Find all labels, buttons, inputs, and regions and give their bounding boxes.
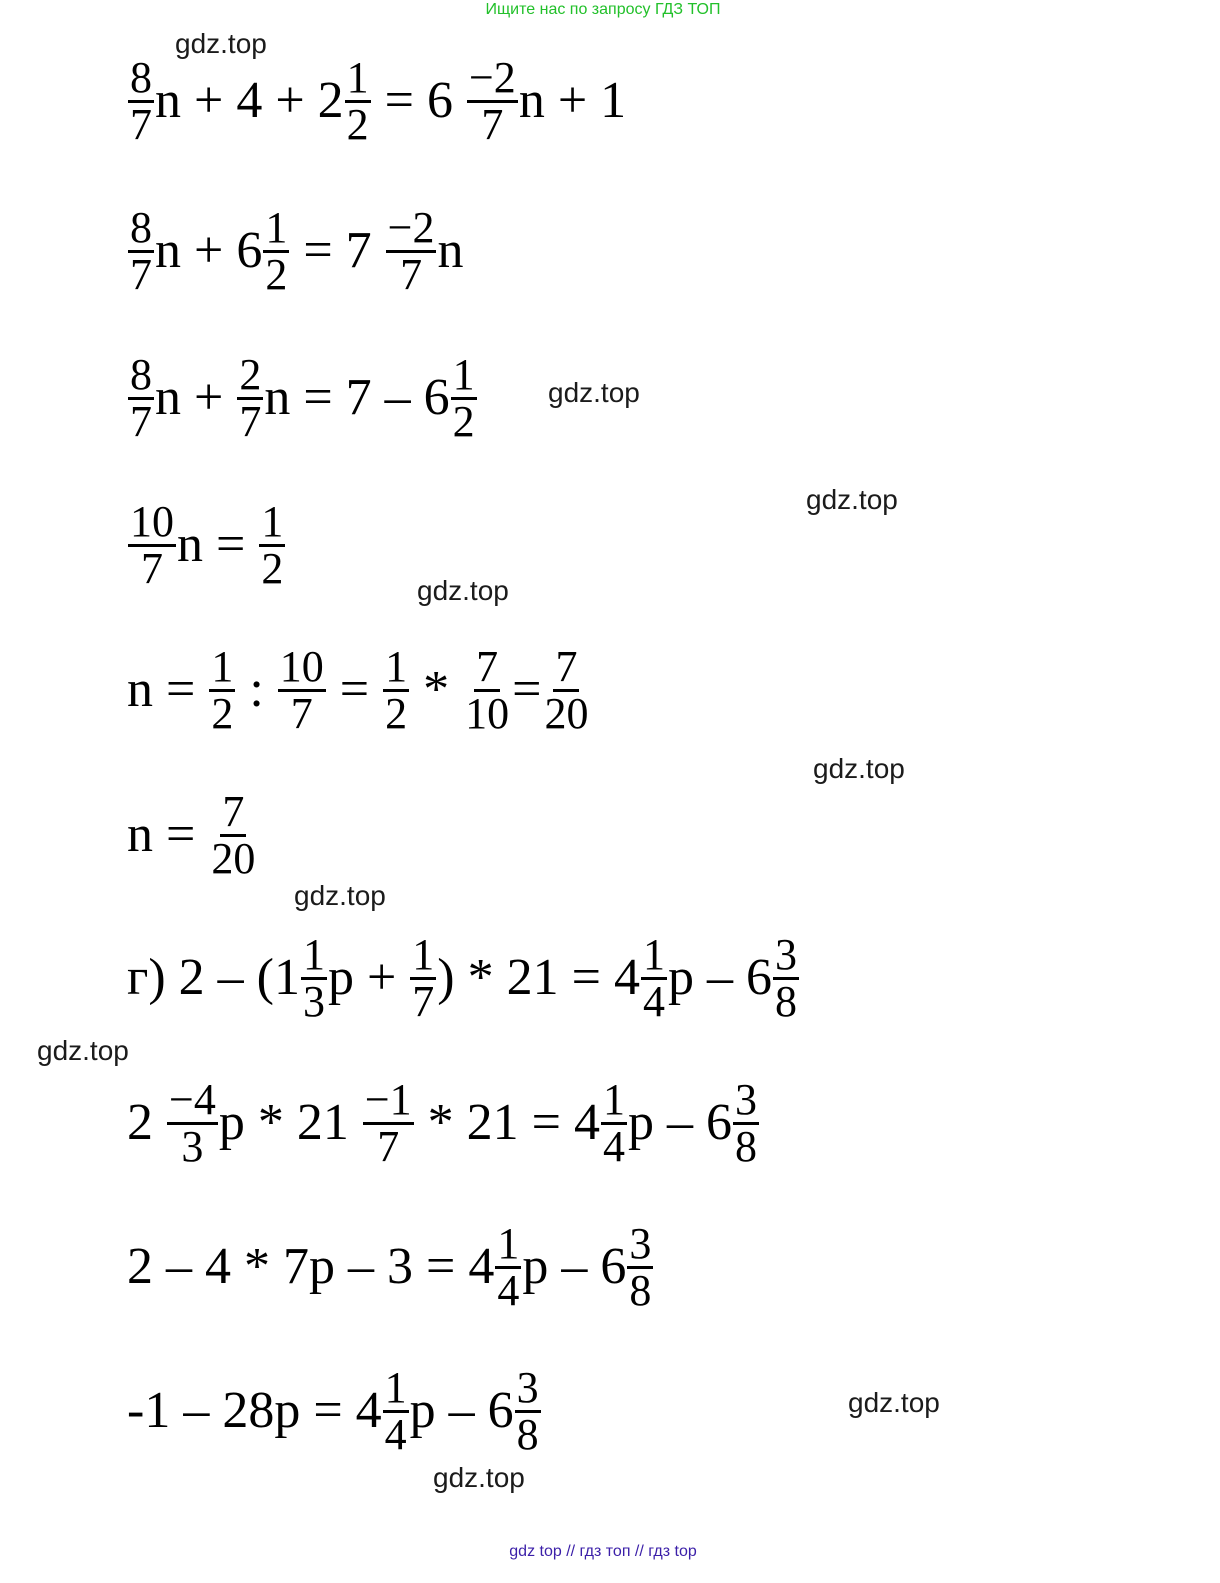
fraction (515, 1362, 541, 1459)
denominator: 8 (629, 1265, 652, 1315)
equation-line (127, 490, 286, 600)
math-text: n + 4 + 2 (155, 72, 344, 129)
fraction (259, 496, 285, 593)
fraction (601, 1074, 627, 1171)
watermark: gdz.top (548, 377, 640, 408)
equation-line (127, 635, 591, 745)
denominator: 2 (211, 688, 234, 738)
math-text: p * 21 (218, 1094, 362, 1151)
footer-links[interactable]: gdz top // гдз топ // гдз top (509, 1543, 697, 1560)
denominator: 3 (302, 976, 325, 1026)
fraction (495, 1218, 521, 1315)
fraction (301, 929, 327, 1026)
fraction (386, 202, 437, 299)
math-text: n = 7 – 6 (264, 369, 450, 426)
numerator: 1 (385, 641, 408, 691)
math-text: : (236, 661, 277, 718)
math-text: n + (155, 369, 237, 426)
watermark: gdz.top (848, 1387, 940, 1418)
fraction (410, 929, 436, 1026)
denominator: 20 (544, 688, 589, 738)
denominator: 7 (377, 1121, 400, 1171)
denominator: 7 (400, 249, 423, 299)
fraction (128, 349, 154, 446)
denominator: 7 (239, 396, 262, 446)
equation-line (127, 1356, 542, 1466)
equation-line (127, 343, 478, 453)
numerator: 1 (452, 349, 475, 399)
denominator: 3 (181, 1121, 204, 1171)
watermark: gdz.top (175, 28, 267, 59)
watermark: gdz.top (813, 753, 905, 784)
equation-line (127, 1068, 760, 1178)
denominator: 7 (412, 976, 435, 1026)
math-text: = (512, 661, 542, 718)
numerator: 1 (302, 929, 325, 979)
denominator: 8 (734, 1121, 757, 1171)
denominator: 7 (130, 249, 152, 299)
denominator: 7 (130, 396, 152, 446)
denominator: 2 (346, 99, 369, 149)
math-text: n + 6 (155, 222, 263, 279)
math-text: * 21 = 4 (414, 1094, 600, 1151)
numerator: 1 (412, 929, 435, 979)
fraction (542, 641, 590, 738)
equation-line (127, 780, 258, 890)
numerator: −2 (387, 202, 435, 252)
equation-line (127, 923, 800, 1033)
math-text: * (410, 661, 463, 718)
denominator: 20 (211, 833, 256, 883)
watermark: gdz.top (433, 1462, 525, 1493)
math-text: n (437, 222, 464, 279)
numerator: −1 (364, 1074, 412, 1124)
numerator: 2 (239, 349, 262, 399)
numerator: 10 (279, 641, 324, 691)
math-text: 2 – 4 * 7p – 3 = 4 (127, 1238, 495, 1295)
fraction (383, 641, 409, 738)
numerator: 3 (629, 1218, 652, 1268)
math-text: = (326, 661, 383, 718)
fraction (383, 1362, 409, 1459)
equation-line (127, 196, 463, 306)
numerator: 1 (346, 52, 369, 102)
fraction (627, 1218, 653, 1315)
watermark: gdz.top (294, 880, 386, 911)
denominator: 4 (497, 1265, 520, 1315)
numerator: 7 (555, 641, 578, 691)
equation-line (127, 1212, 654, 1322)
math-text: n + 1 (518, 72, 627, 129)
fraction (363, 1074, 414, 1171)
watermark: gdz.top (417, 575, 509, 606)
denominator: 4 (642, 976, 665, 1026)
math-text: n = (127, 661, 209, 718)
math-text: = 6 (371, 72, 466, 129)
numerator: 1 (602, 1074, 625, 1124)
denominator: 10 (465, 688, 510, 738)
fraction (128, 202, 154, 299)
fraction (167, 1074, 218, 1171)
numerator: 3 (516, 1362, 539, 1412)
fraction (345, 52, 371, 149)
denominator: 2 (265, 249, 288, 299)
numerator: 8 (130, 349, 152, 399)
numerator: 8 (130, 202, 152, 252)
fraction (128, 52, 154, 149)
fraction (467, 52, 518, 149)
math-text: n = (177, 516, 259, 573)
equation-line (127, 46, 626, 156)
fraction (209, 786, 257, 883)
math-text: p + (327, 949, 410, 1006)
math-text: = 7 (290, 222, 385, 279)
denominator: 7 (141, 543, 163, 593)
numerator: 1 (261, 496, 284, 546)
fraction (463, 641, 511, 738)
fraction (278, 641, 326, 738)
math-text: p – 6 (667, 949, 772, 1006)
denominator: 2 (385, 688, 408, 738)
denominator: 4 (602, 1121, 625, 1171)
denominator: 8 (774, 976, 797, 1026)
numerator: 1 (642, 929, 665, 979)
denominator: 4 (384, 1409, 407, 1459)
math-text: -1 – 28p = 4 (127, 1382, 382, 1439)
numerator: 3 (774, 929, 797, 979)
numerator: −4 (169, 1074, 216, 1124)
fraction (263, 202, 289, 299)
numerator: 1 (497, 1218, 520, 1268)
math-text: ) * 21 = 4 (437, 949, 640, 1006)
numerator: 3 (734, 1074, 757, 1124)
watermark: gdz.top (37, 1035, 129, 1066)
numerator: 7 (222, 786, 245, 836)
math-text: p – 6 (522, 1238, 627, 1295)
fraction (773, 929, 799, 1026)
numerator: −2 (468, 52, 516, 102)
fraction (209, 641, 235, 738)
fraction (641, 929, 667, 1026)
math-text: 2 (127, 1094, 166, 1151)
watermark: gdz.top (806, 484, 898, 515)
math-text: г) 2 – (1 (127, 949, 300, 1006)
fraction (128, 496, 176, 593)
denominator: 7 (481, 99, 504, 149)
numerator: 1 (211, 641, 234, 691)
search-banner: Ищите нас по запросу ГДЗ ТОП (485, 1, 721, 18)
numerator: 10 (130, 496, 174, 546)
numerator: 7 (476, 641, 499, 691)
numerator: 1 (384, 1362, 407, 1412)
numerator: 1 (265, 202, 288, 252)
denominator: 7 (130, 99, 152, 149)
denominator: 2 (261, 543, 284, 593)
fraction (237, 349, 263, 446)
fraction (733, 1074, 759, 1171)
math-text: n = (127, 806, 209, 863)
denominator: 2 (452, 396, 475, 446)
numerator: 8 (130, 52, 152, 102)
math-text: p – 6 (627, 1094, 732, 1151)
fraction (451, 349, 477, 446)
math-text: p – 6 (409, 1382, 514, 1439)
denominator: 8 (516, 1409, 539, 1459)
denominator: 7 (290, 688, 313, 738)
